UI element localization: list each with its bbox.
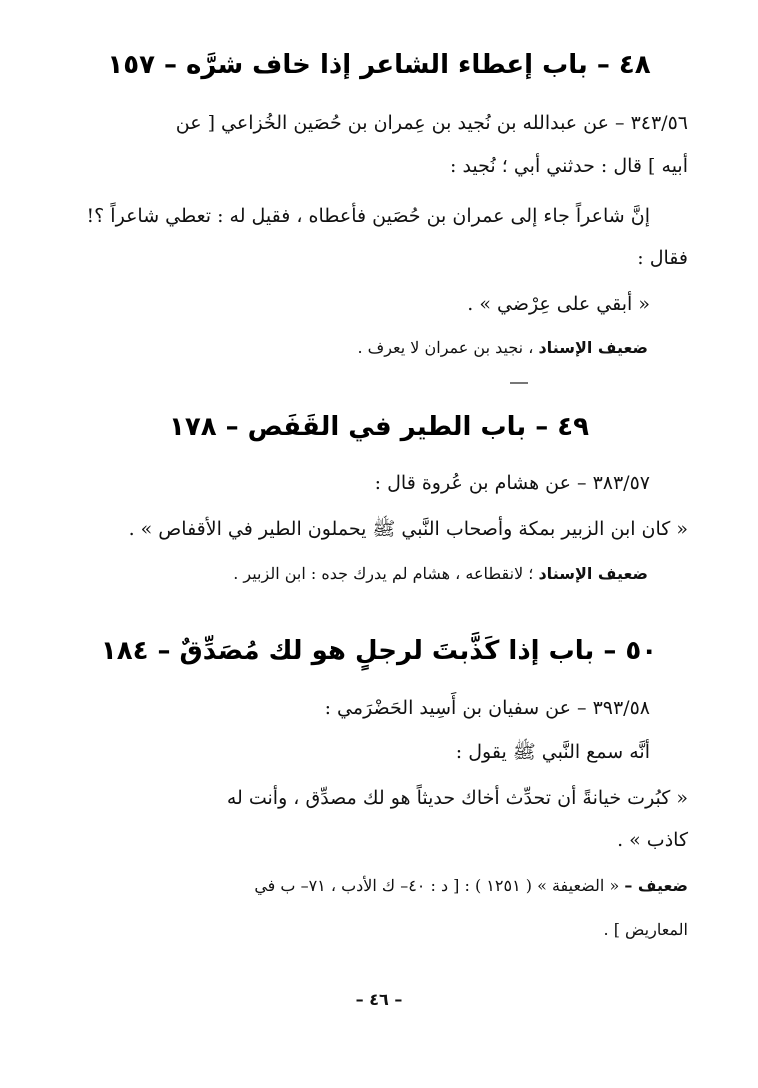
- section-heading-50: ٥٠ – باب إذا كَذَّبتَ لرجلٍ هو لك مُصَدِّقٌ – ١٨٤: [100, 636, 658, 666]
- grading-line: [357, 338, 648, 357]
- grading-text: ؛ لانقطاعه ، هشام لم يدرك جده : ابن الزبير .: [233, 564, 534, 583]
- section-heading-49: ٤٩ – باب الطير في القَفَص – ١٧٨: [168, 412, 590, 442]
- grading-text: ، نجيد بن عمران لا يعرف .: [357, 338, 534, 357]
- hadith-line: إنَّ شاعراً جاء إلى عمران بن حُصَين فأعطاه ، فقيل له : تعطي شاعراً ؟!: [86, 205, 650, 227]
- hadith-line: ٣٤٣/٥٦ – عن عبدالله بن نُجيد بن عِمران بن حُصَين الخُزاعي [ عن: [175, 112, 688, 134]
- hadith-quote: « كبُرت خيانةً أن تحدِّث أخاك حديثاً هو لك مصدِّق ، وأنت له: [226, 787, 688, 809]
- grading-line: [233, 564, 648, 583]
- hadith-quote: كاذب » .: [617, 829, 688, 851]
- hadith-line: أنَّه سمع النَّبي ﷺ يقول :: [455, 741, 650, 763]
- hadith-line: ٣٩٣/٥٨ – عن سفيان بن أَسِيد الحَضْرَمي :: [324, 697, 650, 719]
- grading-line: المعاريض ] .: [603, 920, 688, 939]
- section-heading-48: ٤٨ – باب إعطاء الشاعر إذا خاف شرَّه – ١٥٧: [107, 50, 651, 80]
- hadith-quote: « كان ابن الزبير بمكة وأصحاب النَّبي ﷺ يحملون الطير في الأقفاص » .: [128, 518, 688, 540]
- divider: [510, 382, 528, 384]
- grading-line: [254, 876, 688, 895]
- grading-label: ضعيف الإسناد: [538, 338, 648, 357]
- grading-label: ضعيف –: [624, 876, 688, 895]
- page-number: – ٤٦ –: [355, 990, 403, 1009]
- hadith-quote: « أبقي على عِرْضي » .: [467, 293, 650, 315]
- grading-label: ضعيف الإسناد: [538, 564, 648, 583]
- hadith-line: أبيه ] قال : حدثني أبي ؛ نُجيد :: [450, 155, 688, 177]
- grading-text: « الضعيفة » ( ١٢٥١ ) : [ د : ٤٠– ك الأدب ، ٧١– ب في: [254, 876, 620, 895]
- hadith-line: ٣٨٣/٥٧ – عن هشام بن عُروة قال :: [374, 472, 650, 494]
- hadith-line: فقال :: [637, 247, 688, 269]
